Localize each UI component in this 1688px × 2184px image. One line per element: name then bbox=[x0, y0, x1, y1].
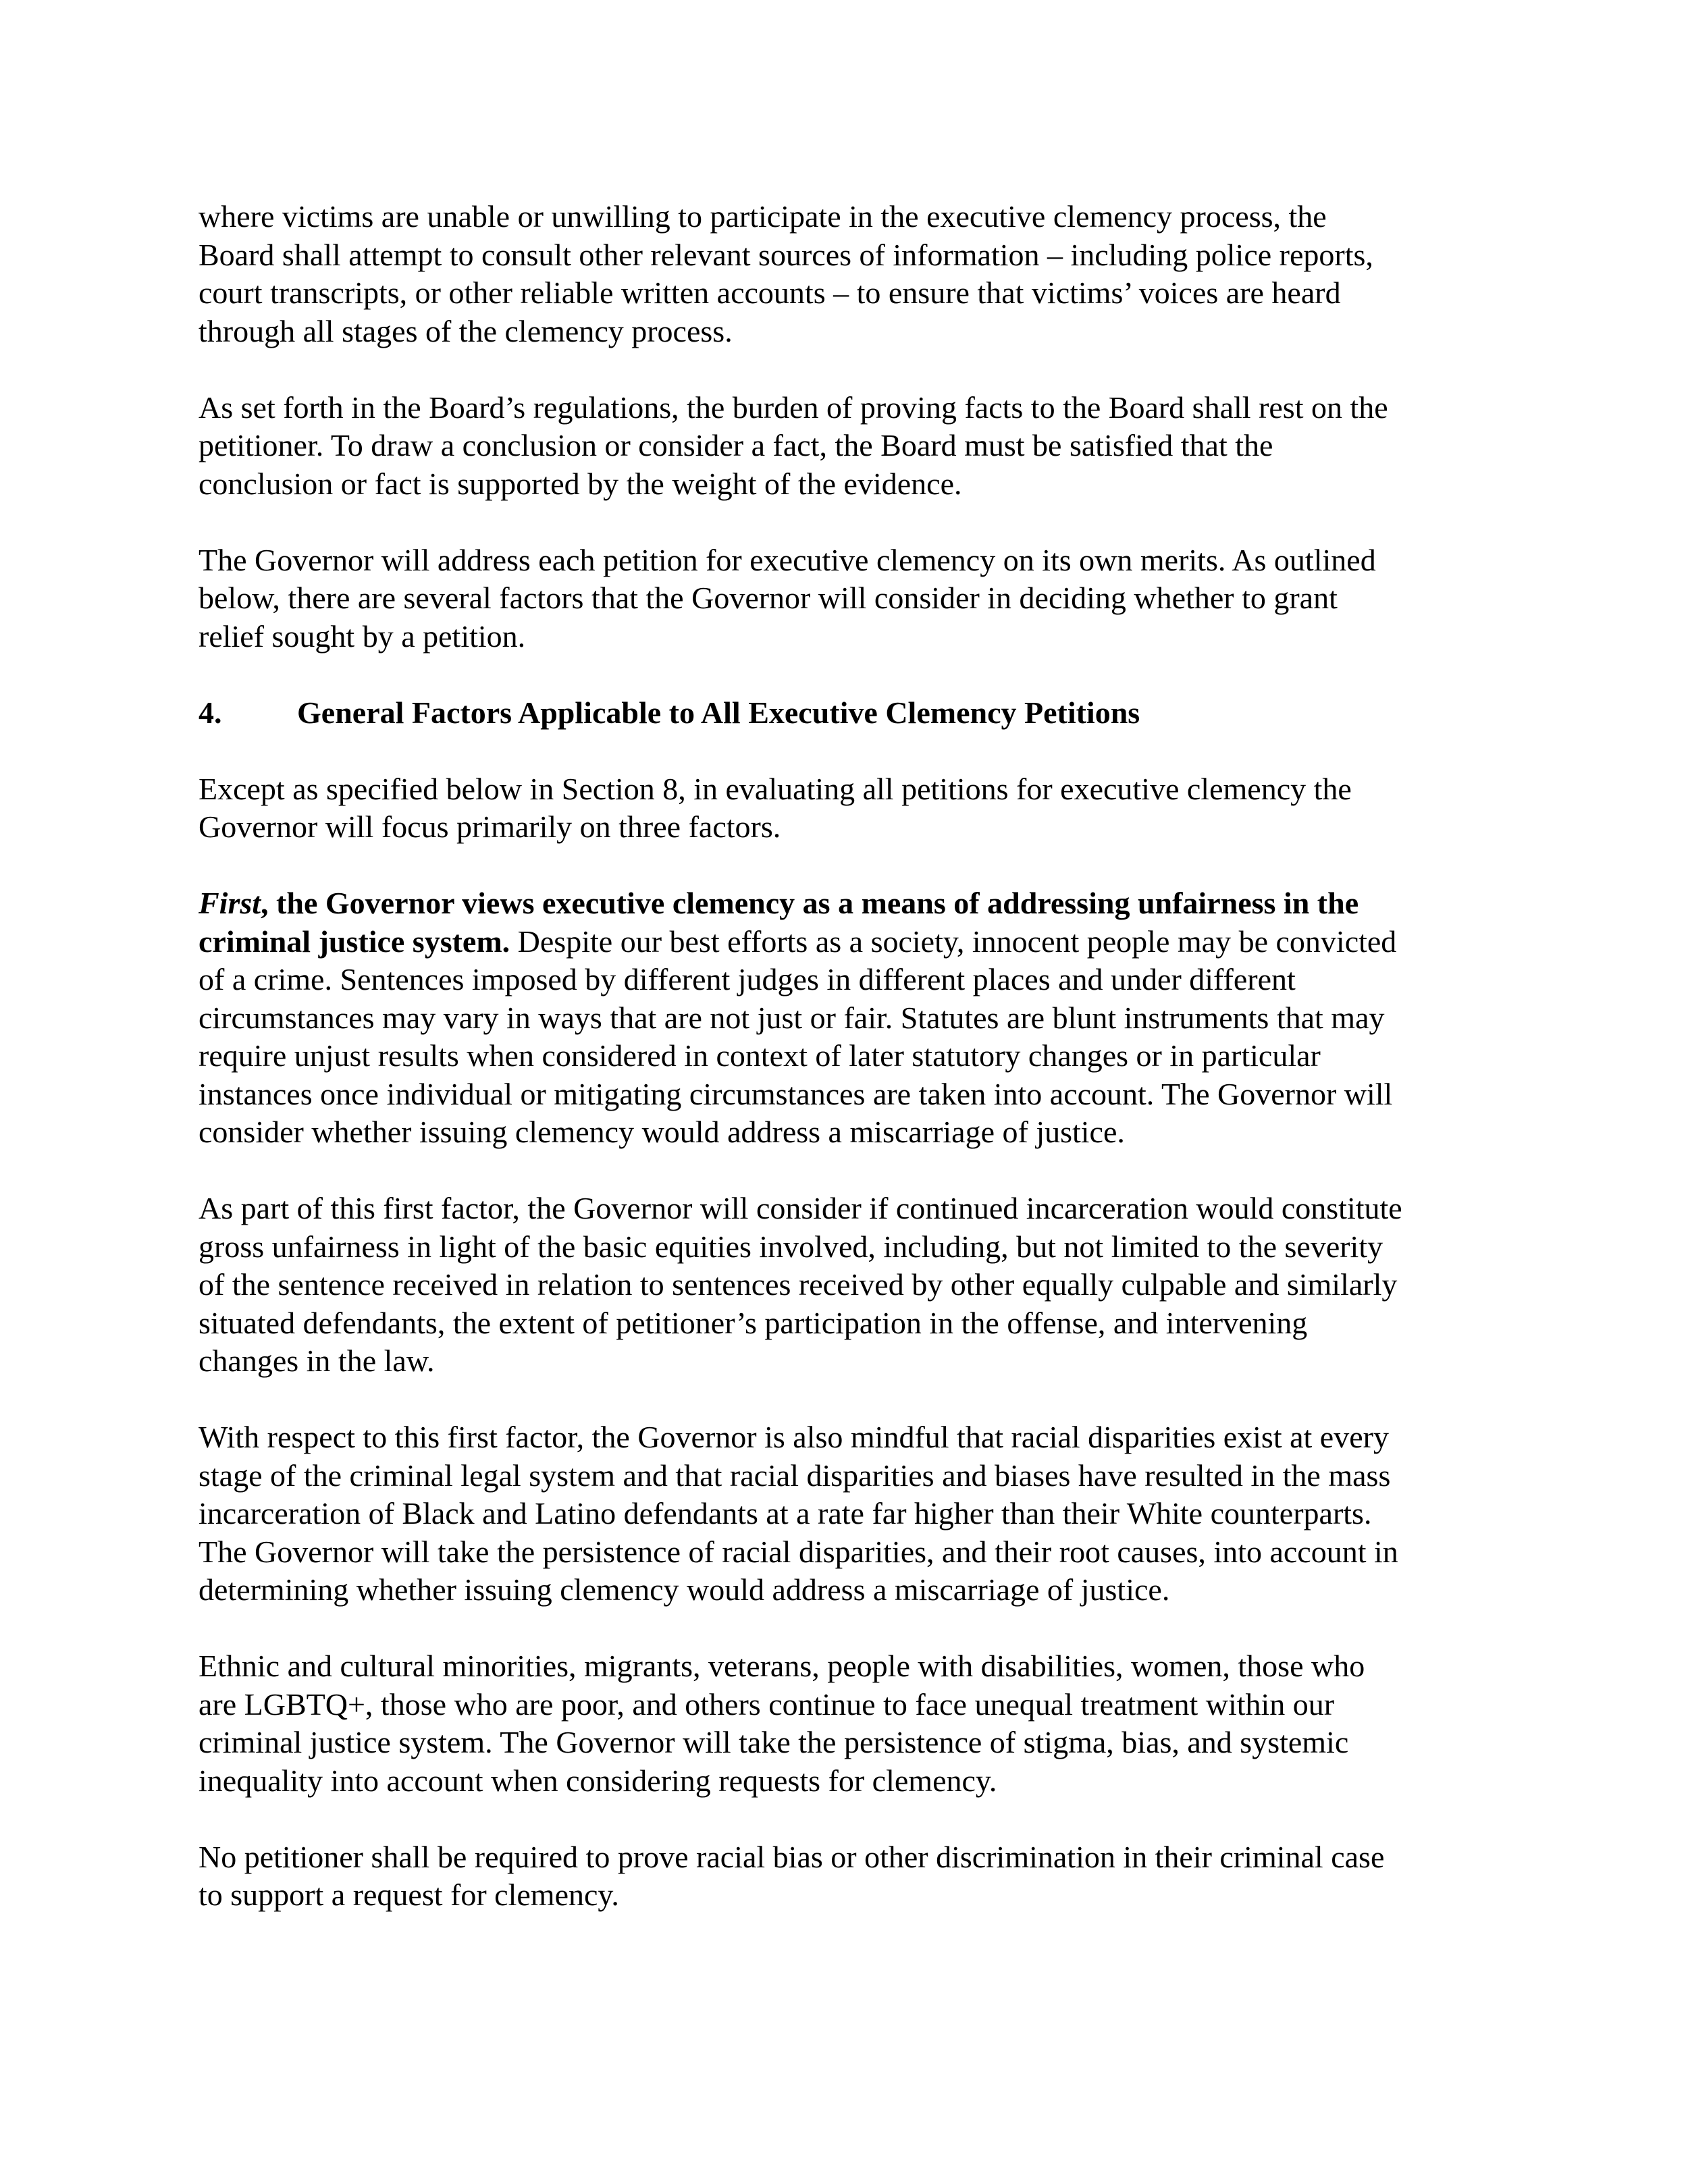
document-body bbox=[199, 198, 1505, 1915]
paragraph-first-factor bbox=[199, 884, 1505, 1152]
section-number: 4. bbox=[199, 695, 222, 730]
paragraph-unequal-treatment: Ethnic and cultural minorities, migrants, veterans, people with disabilities, women, those who are LGBTQ+, those who are poor, and others continue to face unequal treatment within our criminal justice system. The Governor will take the persistence of stigma, bias, and systemic inequality into account when considering requests for clemency. bbox=[199, 1649, 1365, 1798]
paragraph-burden-of-proof: As set forth in the Board’s regulations, the burden of proving facts to the Board shall rest on the petitioner. To draw a conclusion or consider a fact, the Board must be satisfied that the conclusion or fact is supported by the weight of the evidence. bbox=[199, 390, 1388, 501]
paragraph-three-factors: Except as specified below in Section 8, in evaluating all petitions for executive clemency the Governor will focus primarily on three factors. bbox=[199, 771, 1352, 844]
section-title: General Factors Applicable to All Executive Clemency Petitions bbox=[297, 695, 1140, 730]
section-heading bbox=[199, 694, 1505, 733]
first-factor-body: Despite our best efforts as a society, innocent people may be convicted of a crime. Sentences imposed by different judges in different places and under different circumstances may vary in ways that are not just or fair. Statutes are blunt instruments that may require unjust results when considered in context of later statutory changes or in particular instances once individual or mitigating circumstances are taken into account. The Governor will consider whether issuing clemency would address a miscarriage of justice. bbox=[199, 924, 1397, 1149]
first-factor-lead-statement: , the Governor views executive clemency as a means of addressing unfairness in the criminal justice system. bbox=[199, 886, 1359, 959]
paragraph-racial-disparities: With respect to this first factor, the Governor is also mindful that racial disparities exist at every stage of the criminal legal system and that racial disparities and biases have resulted in the mass incarceration of Black and Latino defendants at a rate far higher than their White counterparts. The Governor will take the persistence of racial disparities, and their root causes, into account in determining whether issuing clemency would address a miscarriage of justice. bbox=[199, 1420, 1398, 1607]
first-factor-lead-word: First bbox=[199, 886, 261, 920]
paragraph-incarceration-unfairness: As part of this first factor, the Governor will consider if continued incarceration would constitute gross unfairness in light of the basic equities involved, including, but not limited to the severity of the sentence received in relation to sentences received by other equally culpable and similarly situated defendants, the extent of petitioner’s participation in the offense, and intervening changes in the law. bbox=[199, 1191, 1402, 1378]
paragraph-governor-merits: The Governor will address each petition for executive clemency on its own merits. As outlined below, there are several factors that the Governor will consider in deciding whether to grant relief sought by a petition. bbox=[199, 542, 1376, 654]
paragraph-victims-consultation: where victims are unable or unwilling to participate in the executive clemency process, the Board shall attempt to consult other relevant sources of information – including police reports, court transcripts, or other reliable written accounts – to ensure that victims’ voices are heard through all stages of the clemency process. bbox=[199, 199, 1373, 348]
paragraph-no-proof-required: No petitioner shall be required to prove racial bias or other discrimination in their criminal case to support a request for clemency. bbox=[199, 1839, 1385, 1912]
